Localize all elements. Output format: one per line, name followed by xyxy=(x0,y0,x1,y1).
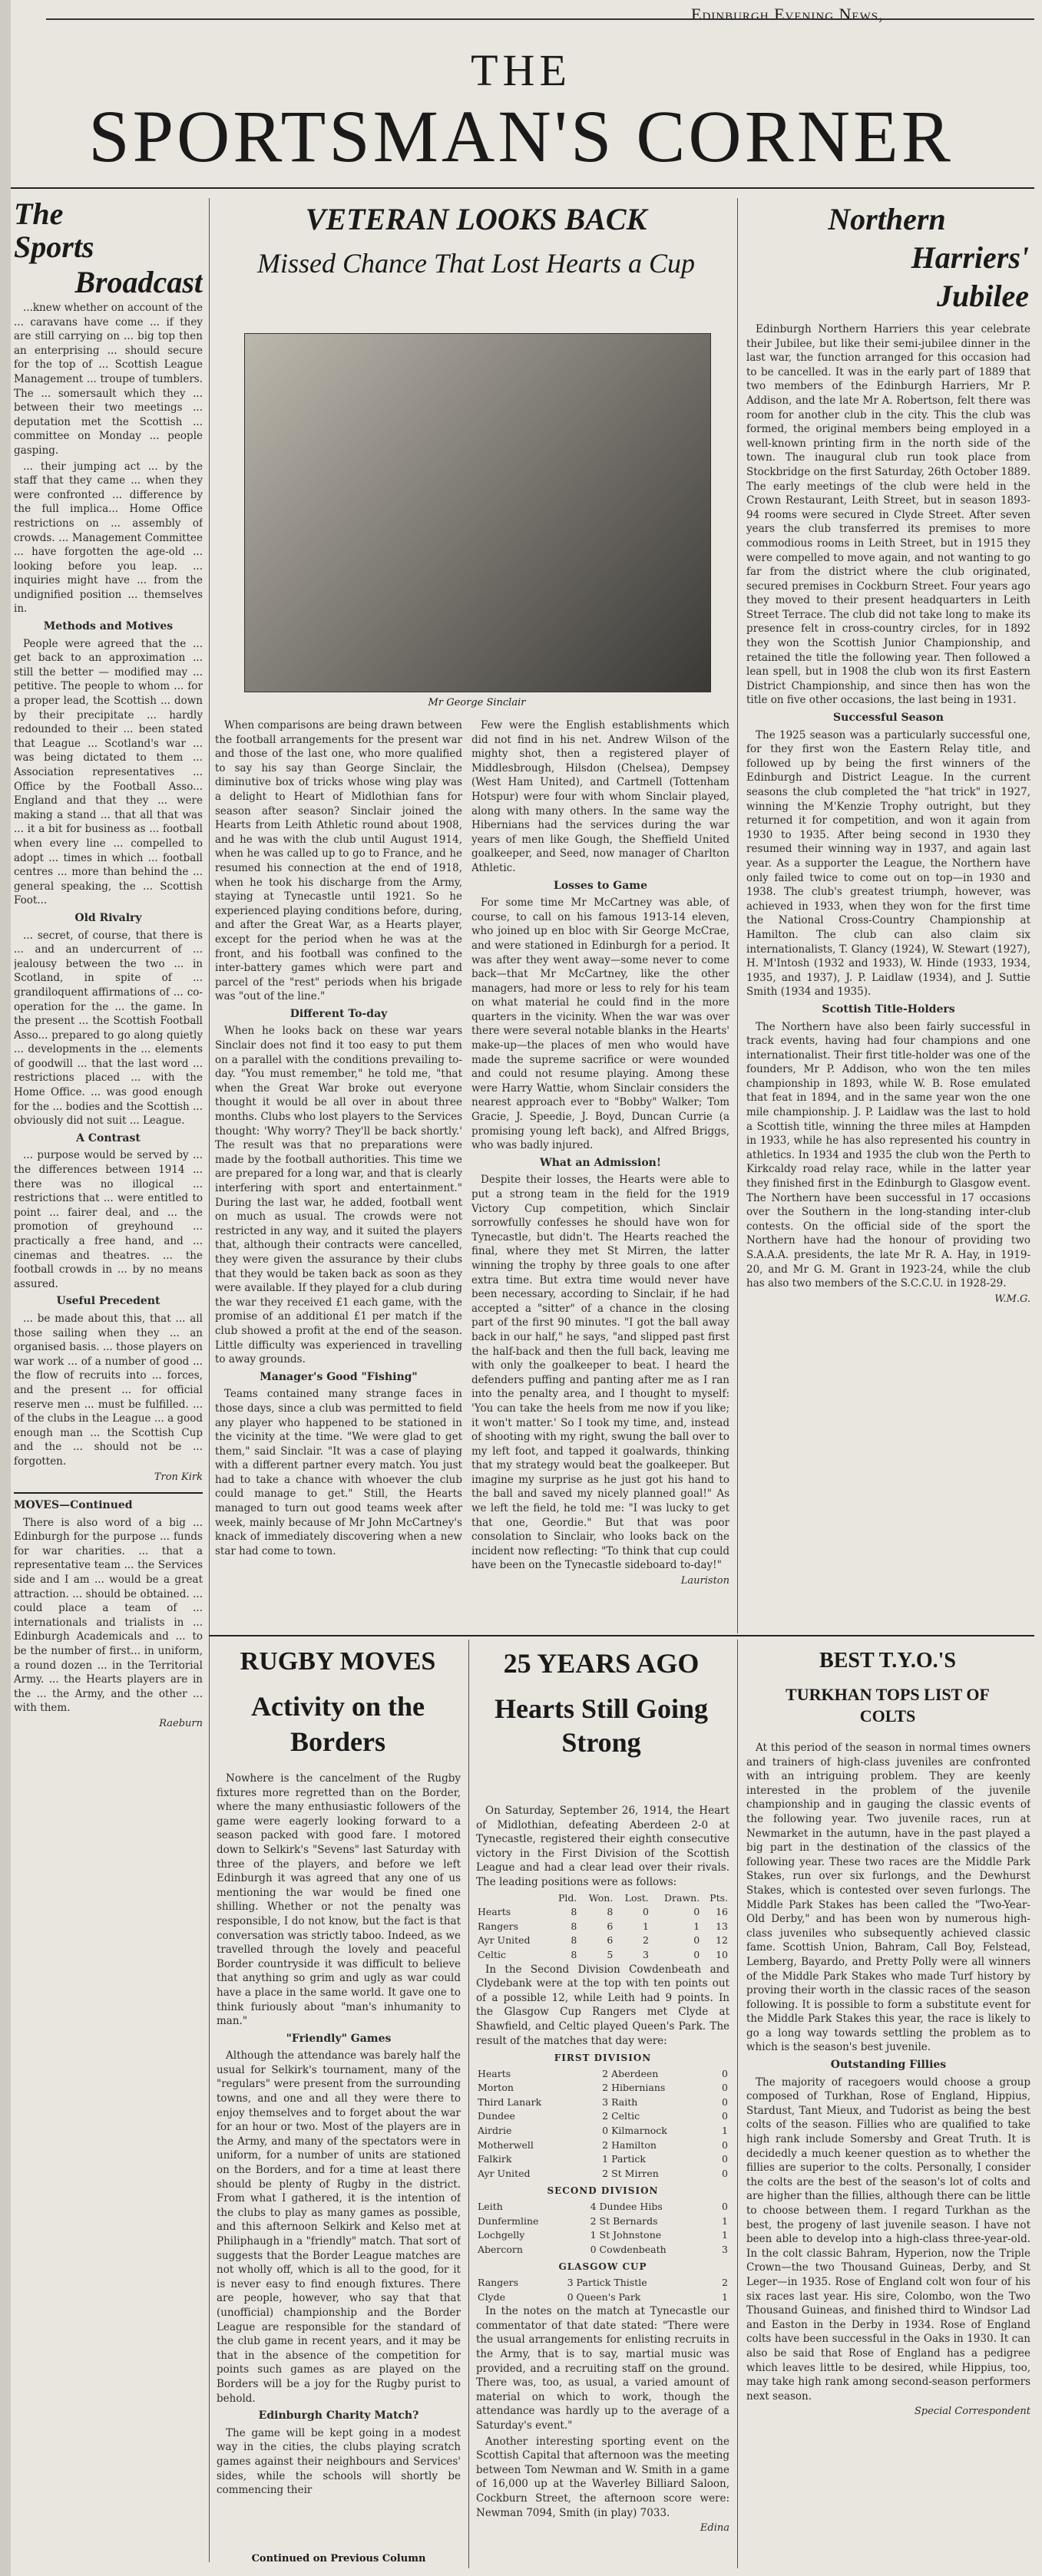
score-cell: 2 xyxy=(590,2214,597,2227)
photo-caption: Mr George Sinclair xyxy=(428,697,526,708)
glasgow-cup-results xyxy=(476,2276,729,2304)
left-para: ... secret, of course, that there is ... and an undercurrent of ... jealousy between the two ... in Scotland, in spite of ... grandiloquent affirmations of ... co-operation for the ... the game. In the present ... the Scottish Football Asso... prepared to go along quietly ... developments in the ... elements of goodwill ... that the last word ... restrictions placed ... with the Home Office. ... was good enough for the ... bodies and the Scottish ... obviously did not suit ... League. xyxy=(14,929,203,1128)
table-cell: 3 xyxy=(642,1948,649,1960)
harriers-headline-2: Harriers' xyxy=(911,240,1029,275)
harriers-headline-1: Northern xyxy=(828,202,946,236)
result-row xyxy=(476,2067,729,2082)
score-cell: 0 xyxy=(722,2138,728,2151)
veteran-sub-2: Manager's Good "Fishing" xyxy=(260,1370,418,1383)
veteran-column-2 xyxy=(471,718,729,1613)
score-cell: 1 xyxy=(722,2229,728,2241)
score-cell: 0 xyxy=(590,2243,597,2255)
title-rule xyxy=(11,187,1034,189)
tyo-column xyxy=(746,1741,1030,2564)
team-cell: Cowdenbeath xyxy=(599,2243,667,2255)
team-cell: Raith xyxy=(611,2095,638,2108)
team-cell: Morton xyxy=(478,2082,514,2094)
score-cell: 2 xyxy=(602,2067,609,2079)
team-cell: Dundee xyxy=(478,2110,515,2122)
result-row xyxy=(476,2167,729,2181)
team-cell: Leith xyxy=(478,2201,503,2213)
team-cell: Hearts xyxy=(478,2067,511,2079)
tyo-signature: Special Correspondent xyxy=(914,2406,1030,2418)
rugby-para: Although the attendance was barely half the usual for Selkirk's tournament, many of the "regulars" were present from the surrounding towns, and one and all they were there to enjoy themselves and to forget about the war for an hour or two. Most of the players are in the Army, and many of the spectators were in uniform, for a number of units are stationed on the Borders, and for a time at least there should be plenty of Rugby in the district. From what I gathered, it is the intention of the clubs to play as many games as possible, and this afternoon Selkirk and Kelso met at Philiphaugh in a "friendly" match. That sort of suggests that the Border League matches are not wholly off, which is all to the good, for it is never easy to find enough fixtures. There are people, however, who say that that (unofficial) championship and the Border League are responsible for the standard of the club game in recent years, and it may be that in the absence of the competition for points such games as are played on the Borders will be a joy for the Rugby purist to behold. xyxy=(217,2049,461,2405)
table-cell: 6 xyxy=(607,1920,614,1932)
team-cell: Hamilton xyxy=(611,2138,657,2151)
table-cell: 13 xyxy=(716,1920,728,1932)
team-cell: Motherwell xyxy=(478,2138,534,2151)
team-cell: St Johnstone xyxy=(599,2229,662,2241)
result-row xyxy=(476,2290,729,2305)
result-row xyxy=(476,2124,729,2138)
table-cell: 8 xyxy=(571,1920,577,1932)
title-the: THE xyxy=(471,45,571,95)
table-cell: 0 xyxy=(642,1906,649,1918)
table-cell: Ayr United xyxy=(478,1934,531,1947)
score-cell: 2 xyxy=(602,2138,609,2151)
harriers-signature: W.M.G. xyxy=(994,1293,1030,1305)
score-cell: 3 xyxy=(567,2277,574,2288)
table-cell: 1 xyxy=(693,1920,700,1932)
table-cell: 8 xyxy=(571,1948,577,1960)
tyo-para: The majority of racegoers would choose a group composed of Turkhan, Rose of England, Hippius, Stardust, Tant Mieux, and Tudorist as being the best colts of the season. Fillies who are qualified to take high rank include Somersby and Great Truth. It is decidedly a much keener question as to whether the fillies are superior to the colts. Personally, I consider the colts are the best of the season's lot of colts and are higher than the fillies, although there can be little to choose between them. I regard Turkhan as the best, the progeny of last juvenile season. I have not been able to develop into a high-class three-year-old. In the colt classic Bahram, Hyperion, now the Triple Crown—the two Thousand Guineas, Derby, and St Leger—in 1935. Rose of England colt won four of his six races last year. His sire, Colombo, won the Two Thousand Guineas, and finished third to Windsor Lad and Easton in the Derby in 1934. Rose of England colts have been successful in the Oaks in 1930. It can also be said that Rose of England has a pedigree which leaves little to be desired, while Hippius, too, may take high rank among second-season performers next season. xyxy=(746,2076,1030,2403)
veteran-sub-1: Different To-day xyxy=(289,1007,388,1020)
harriers-para: Edinburgh Northern Harriers this year celebrate their Jubilee, but like their semi-jubilee dinner in the last war, the function arranged for this occasion had to be cancelled. It was in the early part of 1889 that two members of the Edinburgh Harriers, Mr P. Addison, and the late Mr A. Robertson, felt there was room for another club in the city. This the club was formed, the original members being employed in a well-known printing firm in the north side of the town. The inaugural club run took place from Stockbridge on the first Saturday, 26th October 1889. The early meetings of the club were held in the Crown Restaurant, Leith Street, but in season 1893-94 rooms were secured in Clyde Street. After seven years the club transferred its premises to more commodious rooms in Leith Street, but in 1915 they were compelled to move again, and not wanting to go far from the district where the club originated, secured premises in Cockburn Street. Four years ago they moved to their present headquarters in Leith Street Terrace. The club did not take long to make its presence felt in cross-country circles, for in 1892 they won the Scottish Junior Championship, and retained the title the following year. Then followed a lean spell, but in 1908 the club won its first Eastern District Championship, and since then has won the title on five other occasions, the last being in 1931. xyxy=(746,323,1030,707)
team-cell: Clyde xyxy=(478,2290,506,2303)
tyo-headline-2: TURKHAN TOPS LIST OF COLTS xyxy=(786,1685,990,1726)
result-row xyxy=(476,2109,729,2124)
hearts-signature: Edina xyxy=(700,2522,729,2535)
hearts-para: In the notes on the match at Tynecastle our commentator of that date stated: "There were the usual arrangements for enlisting recruits in the Army, that is to say, martial music was provided, and a recruiting staff on the ground. There was, too, as usual, a varied amount of material on which to work, though the attendance was hardly up to the average of a Saturday's event." xyxy=(476,2305,729,2432)
tyo-para: At this period of the season in normal times owners and trainers of high-class juveniles are confronted with an intriguing problem. They are keenly interested in the problem of the juvenile championship and in gauging the classic events of the following year. Two juvenile races, run at Newmarket in the autumn, have in the past played a big part in the destination of the classics of the following year. These two races are the Middle Park Stakes, run over six furlongs, and the Dewhurst Stakes, which is contested over seven furlongs. The Middle Park Stakes has been called the "Two-Year-Old Derby," and has been won by numerous high-class juveniles who subsequently achieved classic fame. Scottish Union, Bahram, Call Boy, Felstead, Lemberg, Bayardo, and Pretty Polly were all winners of the Middle Park Stakes who made Turf history by proving their worth in the classic races of the season following. It is possible to form a substitute event for the Middle Park Stakes this year, the race is likely to go a long way towards settling the problem as to which is the season's best juvenile. xyxy=(746,1742,1030,2054)
table-row xyxy=(476,1948,729,1963)
team-cell: Partick xyxy=(611,2153,646,2165)
score-cell: 0 xyxy=(722,2167,728,2179)
veteran-headline: VETERAN LOOKS BACK xyxy=(305,202,647,236)
harriers-column xyxy=(746,322,1030,1627)
left-signature-1: Tron Kirk xyxy=(154,1471,203,1483)
veteran-signature: Lauriston xyxy=(680,1575,729,1587)
team-cell: Queen's Park xyxy=(576,2290,641,2303)
rugby-sub-2: Edinburgh Charity Match? xyxy=(258,2409,419,2422)
left-heading-1: The xyxy=(14,198,64,231)
result-row xyxy=(476,2200,729,2214)
team-cell: Partick Thistle xyxy=(576,2277,647,2288)
veteran-sub-3: Losses to Game xyxy=(553,879,648,892)
score-cell: 2 xyxy=(602,2082,609,2094)
table-cell: Celtic xyxy=(478,1948,506,1960)
score-cell: 2 xyxy=(602,2110,609,2122)
rugby-column xyxy=(217,1772,461,2547)
left-signature-2: Raeburn xyxy=(159,1718,203,1729)
team-cell: St Mirren xyxy=(611,2167,659,2179)
harriers-sub-1: Successful Season xyxy=(833,712,944,725)
first-division-title: FIRST DIVISION xyxy=(554,2053,652,2064)
header-rule xyxy=(46,18,1034,20)
rugby-para: Nowhere is the cancelment of the Rugby fixtures more regretted than on the Border, where the many enthusiastic followers of the game were eagerly looking forward to a season packed with good fare. I motored down to Selkirk's "Sevens" last Saturday with three of the players, and before we left Edinburgh it was agreed that any one of us mentioning the war would be fined one shilling. Whether or not the penalty was responsible, I do not know, but the fact is that conversation was strictly taboo. Indeed, as we travelled through the lovely and peaceful Border countryside it was difficult to believe that anything so grim and ugly as war could have a place in the same world. It gave one to think furiously about "man's inhumanity to man." xyxy=(217,1772,461,2028)
table-cell: Rangers xyxy=(478,1920,518,1932)
score-cell: 0 xyxy=(722,2110,728,2122)
left-sub-4: Useful Precedent xyxy=(56,1295,160,1308)
table-cell: 0 xyxy=(693,1948,700,1960)
veteran-para: When comparisons are being drawn between the football arrangements for the present war and those of the last one, who more qualified to say his say than George Sinclair, the diminutive box of tricks whose wing play was a delight to Heart of Midlothian fans for season after season? Sinclair joined the Hearts from Leith Athletic round about 1908, and he was with the club until August 1914, when he was called up to go to France, and he resumed his connection at the end of 1918, when he took his discharge from the Army, staying at Tynecastle until 1921. So he experienced playing conditions before, during, and after the Great War, as a Hearts player, except for the period when he was at the front, and his football was confined to the inter-battery games which were part and parcel of the "rest" periods when his brigade was "out of the line." xyxy=(215,719,462,1003)
result-row xyxy=(476,2276,729,2290)
result-row xyxy=(476,2152,729,2167)
team-cell: St Bernards xyxy=(599,2214,658,2227)
table-row xyxy=(476,1920,729,1934)
score-cell: 1 xyxy=(602,2153,609,2165)
table-header-cell: Pts. xyxy=(710,1891,728,1904)
table-header-cell: Won. xyxy=(588,1891,614,1904)
score-cell: 3 xyxy=(722,2243,728,2255)
team-cell: Aberdeen xyxy=(611,2067,659,2079)
left-para: People were agreed that the ... get back to an approximation ... still the better — modified may ... petitive. The people to whom ... for a proper lead, the Scottish ... down by their precipitate ... hardly redounded to their ... been stated that League ... Scotland's war ... was being dictated to them ... Association representatives ... Office by the Football Asso... England and that they ... were making a stand ... that all that was ... it a bit for business as ... football when every line ... compelled to adopt ... times in which ... football centres ... more than behind the ... general speaking, the ... Scottish Foot... xyxy=(14,637,203,907)
second-division-results xyxy=(476,2200,729,2257)
team-cell: Falkirk xyxy=(478,2153,512,2165)
section-rule xyxy=(209,1635,1034,1636)
table-cell: 8 xyxy=(571,1934,577,1947)
left-para: ... be made about this, that ... all those sailing when they ... an organised basis. ... those players on war work ... of a number of good ... the flow of recruits into ... forces, and the present ... for official reserve men ... must be fulfilled. ... of the clubs in the League ... a good enough man ... the Scottish Cup and the ... should not be ... forgotten. xyxy=(14,1312,203,1468)
veteran-para: Few were the English establishments which did not find in his net. Andrew Wilson of the mighty shot, then a registered player of Middlesbrough, Hilsdon (Chelsea), Dempsey (West Ham United), and Cartmell (Tottenham Hotspur) were four with whom Sinclair played, along with many others. In the same way the Hibernians had the services during the war years of men like Gough, the Sheffield United goalkeeper, and Seed, now manager of Charlton Athletic. xyxy=(471,719,729,874)
table-cell: 6 xyxy=(607,1934,614,1947)
team-cell: Third Lanark xyxy=(478,2095,542,2108)
score-cell: 0 xyxy=(567,2290,574,2303)
table-cell: 10 xyxy=(716,1948,728,1960)
rugby-headline: RUGBY MOVES xyxy=(240,1647,436,1676)
masthead: Edinburgh Evening News, xyxy=(691,5,884,24)
score-cell: 0 xyxy=(602,2125,609,2137)
hearts-column xyxy=(476,1804,729,2564)
table-cell: Hearts xyxy=(478,1906,511,1918)
result-row xyxy=(476,2138,729,2153)
score-cell: 3 xyxy=(602,2095,609,2108)
league-table xyxy=(476,1891,729,1963)
score-cell: 1 xyxy=(722,2214,728,2227)
hearts-para: On Saturday, September 26, 1914, the Heart of Midlothian, defeating Aberdeen 2-0 at Tynecastle, registered their eighth consecutive victory in the First Division of the Scottish League and had a clear lead over their rivals. The leading positions were as follows: xyxy=(476,1805,729,1888)
harriers-headline-3: Jubilee xyxy=(937,279,1029,313)
team-cell: Ayr United xyxy=(478,2167,531,2179)
table-row xyxy=(476,1905,729,1920)
rugby-sub-1: "Friendly" Games xyxy=(286,2032,392,2045)
table-header-cell: Drawn. xyxy=(664,1891,700,1904)
score-cell: 0 xyxy=(722,2082,728,2094)
table-row xyxy=(476,1934,729,1948)
page-gutter xyxy=(0,0,11,2576)
left-heading-2: Sports xyxy=(14,230,94,264)
column-rule xyxy=(209,198,210,2562)
veteran-para: Despite their losses, the Hearts were able to put a strong team in the field for the 1919 Victory Cup competition, which Sinclair sorrowfully confesses he should have won for Tynecastle, but didn't. The Hearts reached the final, where they met St Mirren, the latter winning the trophy by three goals to one after extra time. But extra time would never have been necessary, according to Sinclair, if he had accepted a "sitter" of a chance in the closing part of the first 90 minutes. "I got the ball away back in our half," he says, "and slipped past first the half-back and then the full back, leaving me with only the goalkeeper to beat. I heard the defenders puffing and panting after me as I ran into the penalty area, and I thought to myself: 'You can take the heels from me now if you like; it won't matter.' So I took my time, and, instead of shooting with my right, swung the ball over to my left foot, and tapped it goalwards, thinking that my strategy would beat the goalkeeper. But imagine my surprise as he just got his hand to the ball and saved my nicely planned goal!" As we left the field, he told me: "I was lucky to get that one, Geordie." But that was poor consolation to Sinclair, who looks back on the incident now reflecting: "To think that cup could have been on the Tynecastle sideboard to-day!" xyxy=(471,1174,729,1572)
team-cell: Kilmarnock xyxy=(611,2125,667,2137)
result-row xyxy=(476,2095,729,2110)
page-title: SPORTSMAN'S CORNER xyxy=(88,95,954,177)
score-cell: 0 xyxy=(722,2153,728,2165)
harriers-para: The 1925 season was a particularly successful one, for they first won the Eastern Relay title, and followed up by being the first winners of the Edinburgh and District League. In the current seasons the club completed the "hat trick" in 1927, winning the M'Kenzie Trophy outright, but they returned it for competition, and won it again from 1930 to 1935. After being second in 1930 they resumed their winning way in 1937, and again last year. As a supporter the League, the Northern have only failed twice to come out on top—in 1930 and 1938. The club's greatest triumph, however, was achieved in 1933, when they won for the first time the National Cross-Country Championship at Hamilton. The club can also claim six internationalists, T. Glancy (1924), W. Stewart (1927), H. M'Intosh (1932 and 1933), W. Hinde (1933, 1934, 1935, and 1937), J. P. Laidlaw (1934), and J. Suttie Smith (1934 and 1935). xyxy=(746,728,1030,999)
rugby-footer: Continued on Previous Column xyxy=(251,2553,426,2564)
hearts-para: Another interesting sporting event on the Scottish Capital that afternoon was the meeting between Tom Newman and W. Smith in a game of 16,000 up at the Waverley Billiard Saloon, Cockburn Street, the afternoon score were: Newman 7094, Smith (in play) 7033. xyxy=(476,2435,729,2519)
column-rule xyxy=(737,1640,738,2568)
team-cell: Airdrie xyxy=(478,2125,512,2137)
table-cell: 0 xyxy=(693,1906,700,1918)
score-cell: 0 xyxy=(722,2095,728,2108)
left-para: ... purpose would be served by ... the differences between 1914 ... there was no illogical ... restrictions that ... were entitled to point ... fairer deal, and ... the promotion of greyhound ... practically a free hand, and ... cinemas and theatres. ... the football crowds in ... by no means assured. xyxy=(14,1149,203,1290)
score-cell: 1 xyxy=(722,2125,728,2137)
result-row xyxy=(476,2214,729,2229)
table-header-cell: Pld. xyxy=(557,1891,577,1904)
left-divider xyxy=(14,1492,203,1494)
score-cell: 4 xyxy=(590,2201,597,2213)
left-sub-1: Methods and Motives xyxy=(43,620,174,633)
score-cell: 2 xyxy=(602,2167,609,2179)
team-cell: Lochgelly xyxy=(478,2229,525,2241)
team-cell: Dunfermline xyxy=(478,2214,539,2227)
score-cell: 1 xyxy=(590,2229,597,2241)
left-para: There is also word of a big ... Edinburgh for the purpose ... funds for war charities. ... that a representative team ... the Services side and I am ... would be a great attraction. ... should be obtained. ... could place a team of ... internationals and trialists in ... Edinburgh Academicals and ... to be the number of first... in uniform, a round dozen ... in the Territorial Army. ... the Hearts players are in the ... the Army, and the other ... with them. xyxy=(14,1516,203,1715)
team-cell: Rangers xyxy=(478,2277,518,2288)
veteran-para: Teams contained many strange faces in those days, since a club was permitted to field any player who happened to be stationed in the vicinity at the time. "We were glad to get them," said Sinclair. "It was a case of playing with a different partner every match. You just had to take a chance with whoever the club could manage to get." Still, the Hearts managed to turn out good teams week after week, mainly because of Mr John McCartney's knack of immediately discovering when a new star had come to town. xyxy=(215,1388,462,1557)
table-cell: 8 xyxy=(571,1906,577,1918)
league-table-header xyxy=(476,1891,729,1906)
hearts-headline-2: Hearts Still Going Strong xyxy=(495,1693,708,1758)
result-row xyxy=(476,2228,729,2243)
column-rule xyxy=(468,1640,469,2568)
table-cell: 5 xyxy=(607,1948,614,1960)
table-cell: 16 xyxy=(716,1906,728,1918)
glasgow-cup-title: GLASGOW CUP xyxy=(558,2261,647,2273)
rugby-para: The game will be kept going in a modest way in the cities, the clubs playing scratch games against their neighbours and Services' sides, while the schools will shortly be commencing their xyxy=(217,2426,461,2497)
column-rule xyxy=(737,198,738,1633)
table-cell: 2 xyxy=(642,1934,649,1947)
table-cell: 1 xyxy=(642,1920,649,1932)
score-cell: 2 xyxy=(722,2277,728,2288)
veteran-para: When he looks back on these war years Sinclair does not find it too easy to put them on a parallel with the conditions prevailing to-day. "You must remember," he told me, "that when the Great War broke out everyone thought it would be all over in about three months. Clubs who lost players to the Services thought: 'Why worry? They'll be back shortly.' The result was that no preparations were made by the football authorities. This time we are prepared for a long war, and that is clearly interfering with sport and entertainment." During the last war, he added, football went on much as usual. The crowds were not restricted in any way, and it suited the players that, although their contracts were cancelled, they were given the assurance by their clubs that they would be taken back as soon as they were available. If they played for a club during the war they received £1 each game, with the promise of an additional £1 per match if the club showed a profit at the end of the season. Little difficulty was experienced in travelling to away grounds. xyxy=(215,1025,462,1366)
left-sub-3: A Contrast xyxy=(76,1131,141,1144)
table-cell: 8 xyxy=(607,1906,614,1918)
left-sub-2: Old Rivalry xyxy=(74,911,142,924)
george-sinclair-photo xyxy=(244,333,711,692)
harriers-sub-2: Scottish Title-Holders xyxy=(822,1002,955,1016)
left-heading-3: Broadcast xyxy=(74,265,203,299)
table-header-cell xyxy=(476,1891,550,1906)
left-para: ...knew whether on account of the ... caravans have come ... if they are still carrying on ... big top then an enterprising ... should secure for the top of ... Scottish League Management ... troupe of tumblers. The ... somersault which they ... between their two meetings ... deputation met the Scottish ... committee on Monday ... people gasping. xyxy=(14,302,203,457)
left-column xyxy=(14,198,203,2562)
left-para: ... their jumping act ... by the staff that they came ... when they were confronted ... difference by the full implica... Home Office restrictions on ... assembly of crowds. ... Management Committee ... have forgotten the age-old ... looking before you leap. ... inquiries might have ... from the undignified position ... themselves in. xyxy=(14,460,203,616)
left-cont-title: MOVES—Continued xyxy=(14,1499,133,1512)
tyo-sub: Outstanding Fillies xyxy=(830,2059,947,2072)
veteran-sub-4: What an Admission! xyxy=(540,1156,661,1169)
veteran-column-1 xyxy=(215,718,462,1613)
score-cell: 1 xyxy=(722,2290,728,2303)
table-cell: 0 xyxy=(693,1934,700,1947)
result-row xyxy=(476,2081,729,2095)
team-cell: Celtic xyxy=(611,2110,640,2122)
first-division-results xyxy=(476,2067,729,2181)
rugby-subhead: Activity on the Borders xyxy=(251,1691,425,1757)
table-cell: 12 xyxy=(716,1934,728,1947)
hearts-para: In the Second Division Cowdenbeath and Clydebank were at the top with ten points out of a possible 12, while Leith had 9 points. In the Glasgow Cup Rangers met Clyde at Shawfield, and Celtic played Queen's Park. The result of the matches that day were: xyxy=(476,1963,729,2047)
table-header-cell: Lost. xyxy=(624,1891,649,1904)
tyo-headline-1: BEST T.Y.O.'S xyxy=(819,1649,956,1673)
score-cell: 0 xyxy=(722,2201,728,2213)
team-cell: Dundee Hibs xyxy=(599,2201,663,2213)
hearts-headline-1: 25 YEARS AGO xyxy=(503,1648,700,1679)
score-cell: 0 xyxy=(722,2067,728,2079)
veteran-para: For some time Mr McCartney was able, of course, to call on his famous 1913-14 eleven, who joined up en bloc with Sir George McCrae, and were stationed in Edinburgh for a period. It was after they went away—some never to come back—that Mr McCartney, like the other managers, had more or less to rely for his team on what material he could find in the more quarters in the vicinity. When the war was over there were several notable blanks in the Hearts' make-up—the places of men who would have made the supreme sacrifice or were wounded and could not resume playing. Among these were Harry Wattie, whom Sinclair considers the nearest approach ever to "Bobby" Walker; Tom Gracie, J. Speedie, J. Boyd, Duncan Currie (a promising young left back), and Alfred Briggs, who was badly injured. xyxy=(471,897,729,1152)
team-cell: Abercorn xyxy=(478,2243,523,2255)
team-cell: Hibernians xyxy=(611,2082,666,2094)
second-division-title: SECOND DIVISION xyxy=(547,2185,659,2197)
veteran-subhead: Missed Chance That Lost Hearts a Cup xyxy=(256,248,696,279)
result-row xyxy=(476,2243,729,2257)
harriers-para: The Northern have also been fairly successful in track events, having had four champions and one internationalist. Their first title-holder was one of the founders, Mr P. Addison, who won the ten miles championship in 1893, while W. B. Rose emulated that feat in 1894, and in the same year won the one mile championship. J. P. Laidlaw was the last to hold a Scottish title, winning the three miles at Hampden in 1933, while he has also represented his country in athletics. In 1934 and 1935 the club won the Perth to Kirkcaldy road relay race, while in the latter year they finished first in the Edinburgh to Glasgow event. The Northern have been successful in 17 occasions over the Southern in the long-standing inter-club contests. On the official side of the sport the Northern have had the honour of providing two S.A.A.A. presidents, the late Mr R. A. Hay, in 1919-20, and Mr G. M. Grant in 1923-24, while the club has also two members of the S.C.C.U. in 1928-29. xyxy=(746,1020,1030,1290)
